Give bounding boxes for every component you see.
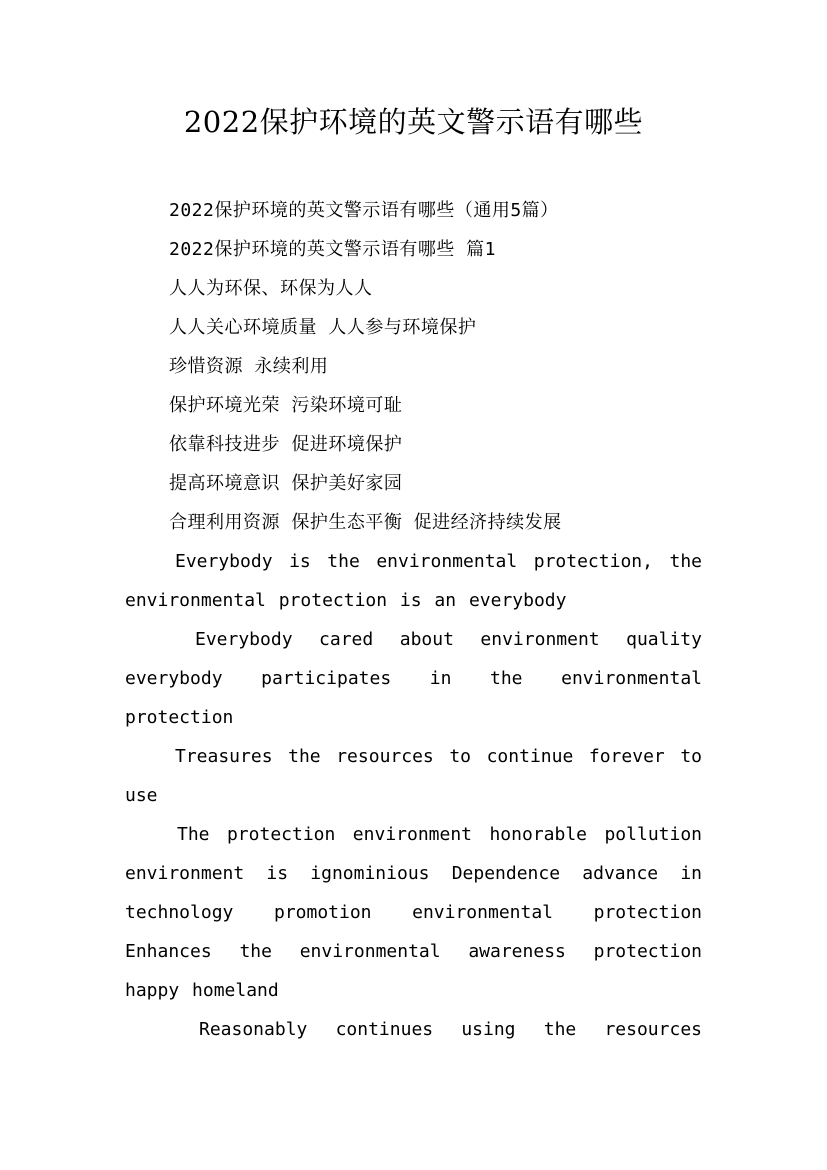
slogan-line: 提高环境意识 保护美好家园 [169,473,403,494]
document-title: 2022保护环境的英文警示语有哪些 [183,105,644,139]
slogan-line: 珍惜资源 永续利用 [169,356,329,377]
english-paragraph: The protection environment honorable pollution environment is ignominious Dependence advance in technology promotion environmental protection Enhances the environmental awareness protection happy homeland [125,824,702,1001]
subtitle-line: 2022保护环境的英文警示语有哪些（通用5篇） [169,200,559,221]
english-paragraph: Everybody is the environmental protection, the environmental protection is an everybody [125,551,702,611]
slogan-line: 保护环境光荣 污染环境可耻 [169,395,403,416]
english-paragraph: Treasures the resources to continue forever to use [125,746,702,806]
slogan-line: 人人为环保、环保为人人 [169,278,373,299]
english-paragraph: Everybody cared about environment quality everybody participates in the environmental protection [125,629,702,728]
english-paragraph: Reasonably continues using the resources [199,1019,702,1040]
slogan-line: 依靠科技进步 促进环境保护 [169,434,403,455]
document-body [125,191,702,1049]
section-heading: 2022保护环境的英文警示语有哪些 篇1 [169,239,497,260]
slogan-line: 合理利用资源 保护生态平衡 促进经济持续发展 [169,512,562,533]
slogan-line: 人人关心环境质量 人人参与环境保护 [169,317,477,338]
